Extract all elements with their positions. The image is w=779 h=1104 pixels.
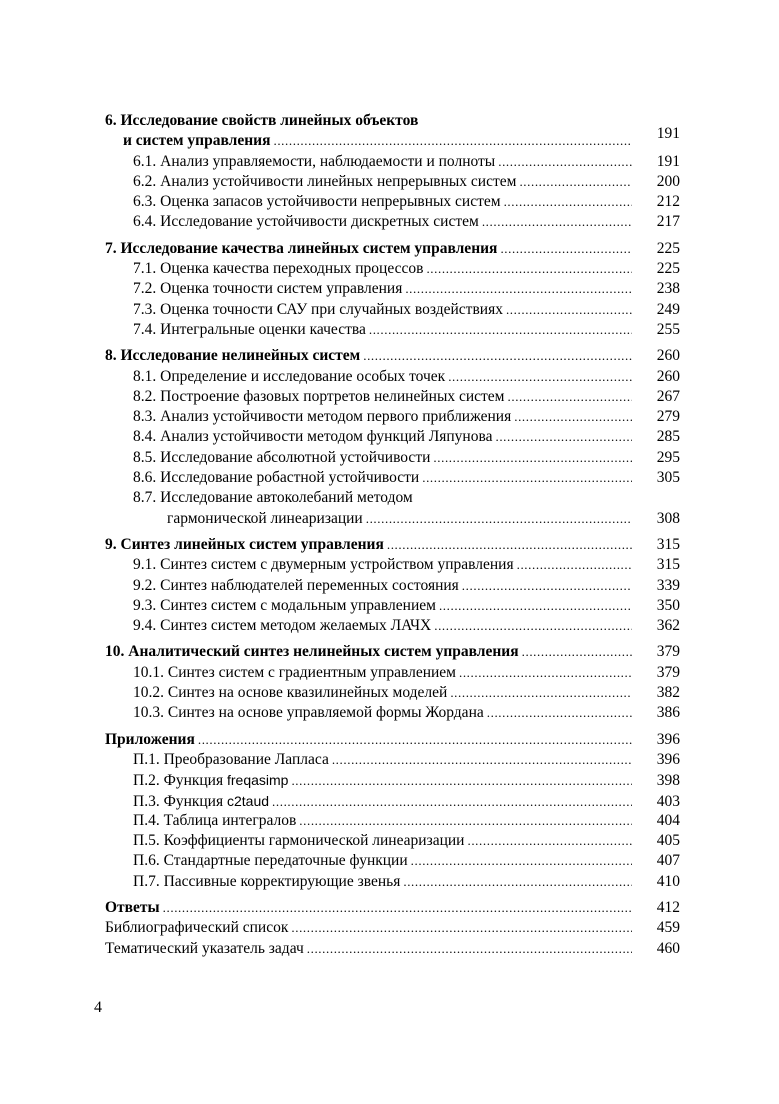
leader-dots (405, 279, 632, 299)
toc-page-number: 382 (656, 684, 680, 702)
toc-item[interactable] (105, 851, 680, 871)
toc-page-number: 404 (656, 811, 680, 829)
toc-heading-title: 6. Исследование свойств линейных объектов (105, 112, 419, 129)
leader-dots (517, 555, 632, 575)
leader-dots (291, 771, 632, 791)
toc-page-number: 459 (656, 919, 680, 937)
toc-item[interactable] (105, 872, 680, 892)
toc-section-9 (105, 535, 680, 636)
toc-page-number: 200 (656, 172, 680, 190)
leader-dots (448, 367, 632, 387)
toc-item-label (133, 770, 288, 791)
leader-dots (363, 346, 632, 366)
code-function-name: freqasimp (226, 772, 289, 789)
toc-page-number: 279 (656, 408, 680, 426)
toc-item[interactable] (105, 555, 680, 575)
toc-item-label: 7.2. Оценка точности систем управления (133, 280, 403, 298)
toc-item-label: 8.3. Анализ устойчивости методом первого приближения (133, 408, 512, 426)
toc-item[interactable] (105, 488, 680, 508)
leader-dots (403, 872, 632, 892)
toc-item-label: 6.4. Исследование устойчивости дискретных систем (133, 213, 479, 231)
leader-dots (198, 730, 632, 750)
toc-page-number: 410 (656, 872, 680, 890)
toc-page-number: 191 (656, 125, 680, 143)
toc-page-number: 412 (656, 898, 680, 916)
toc-item-label: 7.1. Оценка качества переходных процессов (133, 260, 424, 278)
leader-dots (487, 703, 632, 723)
toc-page-number: 260 (656, 367, 680, 385)
toc-item[interactable] (105, 770, 680, 790)
toc-page-number: 339 (656, 576, 680, 594)
leader-dots (434, 616, 632, 636)
toc-page-number: 255 (656, 320, 680, 338)
toc-page-number: 407 (656, 852, 680, 870)
toc-item[interactable] (105, 300, 680, 320)
leader-dots (307, 939, 632, 959)
leader-dots (433, 448, 632, 468)
leader-dots (500, 239, 632, 259)
leader-dots (273, 131, 632, 151)
leader-dots (504, 192, 632, 212)
toc-page-number: 405 (656, 832, 680, 850)
toc-item[interactable] (105, 750, 680, 770)
toc-item-label: 9.1. Синтез систем с двумерным устройством управления (133, 556, 514, 574)
toc-item[interactable] (105, 320, 680, 340)
toc-heading-title: Ответы (105, 898, 160, 916)
leader-dots (163, 898, 632, 918)
toc-entry-answers[interactable] (105, 898, 680, 918)
toc-page-number: 212 (656, 193, 680, 211)
leader-dots (422, 468, 632, 488)
toc-page-number: 191 (656, 152, 680, 170)
toc-item-label: П.1. Преобразование Лапласа (133, 750, 329, 768)
toc-item[interactable] (105, 192, 680, 212)
toc-page-number: 267 (656, 387, 680, 405)
leader-dots (366, 509, 632, 529)
toc-page-number: 396 (656, 730, 680, 748)
toc-item[interactable] (105, 596, 680, 616)
toc-page-number: 315 (656, 556, 680, 574)
toc-page-number: 403 (656, 792, 680, 810)
toc-section-7 (105, 239, 680, 340)
toc-page-number: 225 (656, 260, 680, 278)
toc-heading-title: 8. Исследование нелинейных систем (105, 347, 361, 365)
toc-item-label: 9.2. Синтез наблюдателей переменных состояния (133, 576, 459, 594)
toc-item-label: 6.1. Анализ управляемости, наблюдаемости и полноты (133, 152, 496, 170)
leader-dots (482, 212, 632, 232)
toc-page-number: 308 (656, 509, 680, 527)
toc-item-label: 10.1. Синтез систем с градиентным управлением (133, 663, 456, 681)
toc-item-label: П.4. Таблица интегралов (133, 811, 297, 829)
toc-item-label: Библиографический список (105, 919, 289, 937)
leader-dots (495, 427, 632, 447)
toc-section-appendices (105, 730, 680, 892)
toc-item-label-prefix: П.3. Функция (133, 792, 227, 810)
toc-item[interactable] (105, 152, 680, 172)
toc-item-label: 9.4. Синтез систем методом желаемых ЛАЧХ (133, 617, 432, 635)
toc-section-back-matter (105, 898, 680, 959)
toc-item-label: 6.3. Оценка запасов устойчивости непрерывных систем (133, 193, 501, 211)
toc-page-number: 379 (656, 663, 680, 681)
toc-item[interactable] (105, 576, 680, 596)
leader-dots (387, 535, 632, 555)
toc-page-number: 305 (656, 469, 680, 487)
leader-dots (332, 750, 632, 770)
leader-dots (450, 683, 632, 703)
toc-item[interactable] (105, 703, 680, 723)
leader-dots (462, 576, 632, 596)
toc-heading-continuation[interactable] (105, 125, 680, 151)
toc-item-label: 8.5. Исследование абсолютной устойчивости (133, 448, 431, 466)
toc-item[interactable] (105, 212, 680, 232)
toc-item[interactable] (105, 663, 680, 683)
toc-item[interactable] (105, 811, 680, 831)
toc-page-number: 379 (656, 643, 680, 661)
toc-item-label: 8.2. Построение фазовых портретов нелинейных систем (133, 387, 505, 405)
toc-heading[interactable] (105, 535, 680, 555)
toc-item-label: гармонической линеаризации (167, 509, 363, 527)
toc-item-label: П.7. Пассивные корректирующие звенья (133, 872, 401, 890)
toc-heading (105, 111, 680, 131)
leader-dots (498, 152, 632, 172)
toc-item-label: 7.4. Интегральные оценки качества (133, 320, 366, 338)
toc-page-number: 315 (656, 535, 680, 553)
toc-item-label: 10.2. Синтез на основе квазилинейных моделей (133, 684, 448, 702)
toc-item[interactable] (105, 616, 680, 636)
code-function-name: c2taud (226, 792, 270, 809)
toc-entry-index[interactable] (105, 939, 680, 959)
toc-item-label-prefix: П.2. Функция (133, 772, 227, 790)
toc-page-number: 225 (656, 239, 680, 257)
toc-item-label: П.5. Коэффициенты гармонической линеаризации (133, 832, 465, 850)
toc-item-label: 8.4. Анализ устойчивости методом функций Ляпунова (133, 428, 493, 446)
toc-heading[interactable] (105, 346, 680, 366)
toc-page-number: 249 (656, 300, 680, 318)
toc-item-continuation[interactable] (105, 509, 680, 529)
toc-item[interactable] (105, 427, 680, 447)
toc-page-number: 460 (656, 939, 680, 957)
toc-section-8 (105, 346, 680, 529)
toc-heading-title: 10. Аналитический синтез нелинейных систем управления (105, 643, 519, 661)
leader-dots (426, 259, 632, 279)
toc-item[interactable] (105, 831, 680, 851)
toc-heading-title: и систем управления (123, 132, 271, 150)
toc-heading-title: 9. Синтез линейных систем управления (105, 535, 384, 553)
leader-dots (508, 387, 633, 407)
toc-item[interactable] (105, 387, 680, 407)
leader-dots (291, 918, 632, 938)
toc-page-number: 396 (656, 750, 680, 768)
toc-page-number: 386 (656, 704, 680, 722)
toc-item-label: 6.2. Анализ устойчивости линейных непрерывных систем (133, 172, 517, 190)
leader-dots (411, 851, 632, 871)
leader-dots (272, 792, 632, 812)
toc-page-number: 295 (656, 448, 680, 466)
toc-item[interactable] (105, 791, 680, 811)
toc-item[interactable] (105, 259, 680, 279)
toc-item-label: 10.3. Синтез на основе управляемой формы Жордана (133, 704, 484, 722)
page-number: 4 (94, 999, 102, 1016)
toc-heading[interactable] (105, 642, 680, 662)
toc-page-number: 238 (656, 280, 680, 298)
toc-item-label (133, 791, 269, 812)
toc-item-label: 9.3. Синтез систем с модальным управлением (133, 596, 436, 614)
toc-page-number: 350 (656, 596, 680, 614)
toc-item-label: 7.3. Оценка точности САУ при случайных воздействиях (133, 300, 503, 318)
leader-dots (299, 811, 632, 831)
toc-section-6 (105, 111, 680, 233)
toc-item[interactable] (105, 468, 680, 488)
leader-dots (467, 831, 632, 851)
toc-item[interactable] (105, 367, 680, 387)
toc-item[interactable] (105, 172, 680, 192)
toc-page-number: 362 (656, 617, 680, 635)
toc-item-label: 8.1. Определение и исследование особых точек (133, 367, 446, 385)
toc-page-number: 217 (656, 213, 680, 231)
toc-section-10 (105, 642, 680, 723)
leader-dots (522, 642, 632, 662)
toc-page-number: 260 (656, 347, 680, 365)
toc-item[interactable] (105, 407, 680, 427)
toc-item-label: 8.6. Исследование робастной устойчивости (133, 469, 420, 487)
toc-item-label: Тематический указатель задач (105, 939, 304, 957)
leader-dots (459, 663, 632, 683)
toc-item[interactable] (105, 279, 680, 299)
toc-item-label: П.6. Стандартные передаточные функции (133, 852, 408, 870)
toc-item[interactable] (105, 448, 680, 468)
toc-item[interactable] (105, 683, 680, 703)
toc-item-label: 8.7. Исследование автоколебаний методом (133, 489, 413, 507)
leader-dots (506, 300, 632, 320)
toc-heading[interactable] (105, 730, 680, 750)
toc-heading-title: Приложения (105, 730, 195, 748)
leader-dots (514, 407, 632, 427)
leader-dots (369, 320, 632, 340)
toc-entry-bibliography[interactable] (105, 918, 680, 938)
leader-dots (439, 596, 632, 616)
leader-dots (519, 172, 632, 192)
toc-heading[interactable] (105, 239, 680, 259)
toc-page-number: 398 (656, 772, 680, 790)
toc-page-number: 285 (656, 428, 680, 446)
table-of-contents (105, 111, 680, 965)
toc-heading-title: 7. Исследование качества линейных систем управления (105, 239, 498, 257)
